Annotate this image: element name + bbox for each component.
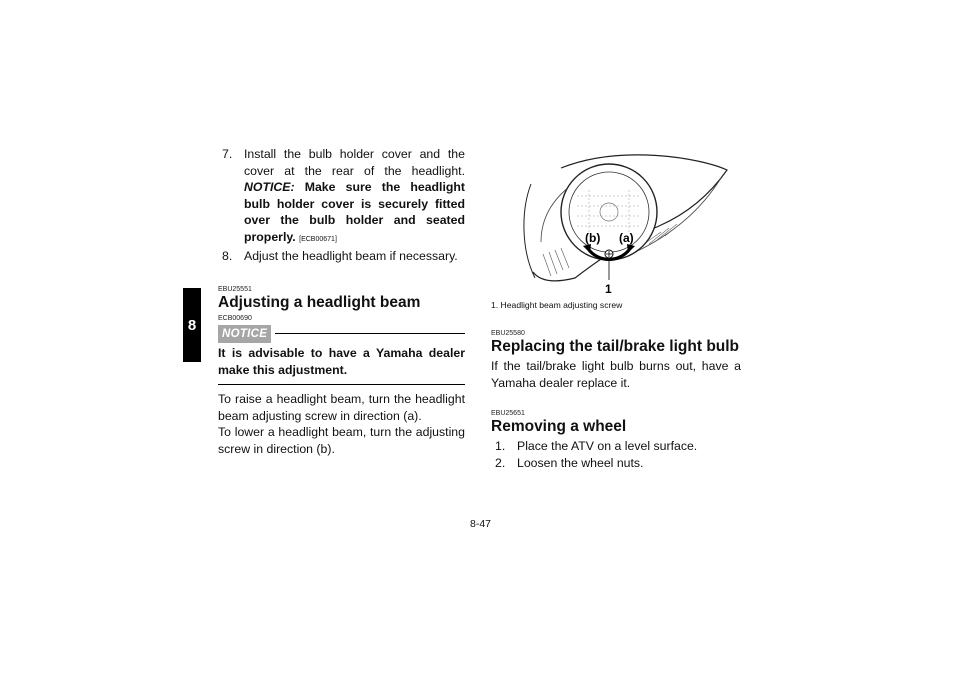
label-b: (b) <box>585 231 601 245</box>
wheel-step-2-text: Loosen the wheel nuts. <box>517 455 644 470</box>
step-7-notice-text: Make sure the headlight bulb holder cover is securely fitted over the bulb holder and seated properly. <box>244 180 465 244</box>
section-title-wheel: Removing a wheel <box>491 418 627 435</box>
step-8-text: Adjust the headlight beam if necessary. <box>244 249 458 263</box>
notice-header <box>218 325 465 344</box>
step-8 <box>218 248 465 265</box>
page-number: 8-47 <box>470 518 492 530</box>
headlight-figure <box>491 150 741 294</box>
tail-light-text: If the tail/brake light bulb burns out, have a Yamaha dealer replace it. <box>491 359 741 390</box>
notice-rule <box>275 333 465 334</box>
chapter-tab: 8 <box>183 288 201 362</box>
notice-badge: NOTICE <box>218 325 271 344</box>
section-code-tail-light: EBU25580 <box>491 330 525 337</box>
step-7 <box>218 146 465 248</box>
section-code-wheel: EBU25651 <box>491 410 525 417</box>
label-a: (a) <box>619 231 634 245</box>
wheel-step-2 <box>491 455 741 472</box>
step-7-instruction: Install the bulb holder cover and the cover at the rear of the headlight. <box>244 147 465 178</box>
section-code: EBU25551 <box>218 285 252 293</box>
step-7-text <box>244 146 465 248</box>
wheel-step-2-number: 2. <box>495 455 506 470</box>
wheel-step-1-number: 1. <box>495 439 506 453</box>
step-7-notice-label: NOTICE: <box>244 180 295 194</box>
step-8-number: 8. <box>222 249 233 263</box>
wheel-step-1-text: Place the ATV on a level surface. <box>517 439 698 453</box>
figure-caption: 1. Headlight beam adjusting screw <box>491 300 623 310</box>
body-text: To raise a headlight beam, turn the headlight beam adjusting screw in direction (a). <box>218 392 465 423</box>
wheel-step-1 <box>491 438 741 455</box>
right-column <box>491 150 741 471</box>
headlight-illustration <box>491 150 741 294</box>
section-title: Adjusting a headlight beam <box>218 293 421 311</box>
section-title-tail-light: Replacing the tail/brake light bulb <box>491 338 740 355</box>
body-text-2: To lower a headlight beam, turn the adjusting screw in direction (b). <box>218 425 465 456</box>
step-7-number: 7. <box>222 147 233 161</box>
step-7-reference: [ECB00671] <box>299 235 337 243</box>
callout-number: 1 <box>605 282 612 294</box>
left-column <box>218 146 465 457</box>
notice-text: It is advisable to have a Yamaha dealer make this adjustment. <box>218 345 465 385</box>
notice-code: ECB00690 <box>218 314 252 322</box>
